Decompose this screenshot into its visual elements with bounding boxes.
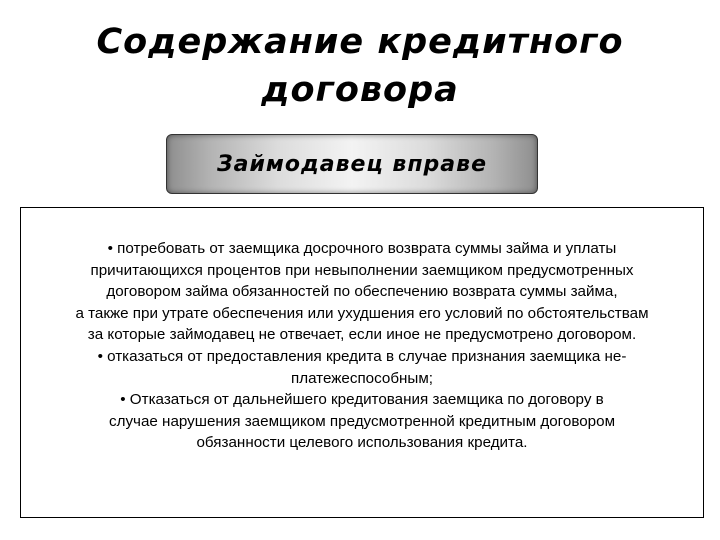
page-title: [0, 18, 720, 114]
content-line: • Отказаться от дальнейшего кредитования заемщика по договору в: [120, 391, 604, 409]
page-title-line-1: Содержание кредитного: [96, 22, 624, 62]
content-line: случае нарушения заемщиком предусмотренной кредитным договором: [108, 412, 616, 430]
content-line: а также при утрате обеспечения или ухудшения его условий по обстоятельствам: [75, 304, 649, 322]
content-line: причитающихся процентов при невыполнении заемщиком предусмотренных: [90, 261, 634, 279]
content-box: [20, 207, 704, 518]
content-line: платежеспособным;: [290, 369, 433, 387]
page-title-line-2: договора: [261, 70, 459, 110]
content-line: обязанности целевого использования кредита.: [196, 434, 528, 452]
section-banner-label: Займодавец вправе: [217, 151, 487, 177]
content-line: за которые займодавец не отвечает, если иное не предусмотрено договором.: [87, 326, 637, 344]
content-line: • отказаться от предоставления кредита в случае признания заемщика не-: [97, 347, 627, 365]
content-line: договором займа обязанностей по обеспечению возврата суммы займа,: [106, 283, 618, 301]
content-text: [21, 238, 703, 454]
content-line: • потребовать от заемщика досрочного возврата суммы займа и уплаты: [107, 240, 617, 257]
section-banner: [166, 134, 538, 194]
